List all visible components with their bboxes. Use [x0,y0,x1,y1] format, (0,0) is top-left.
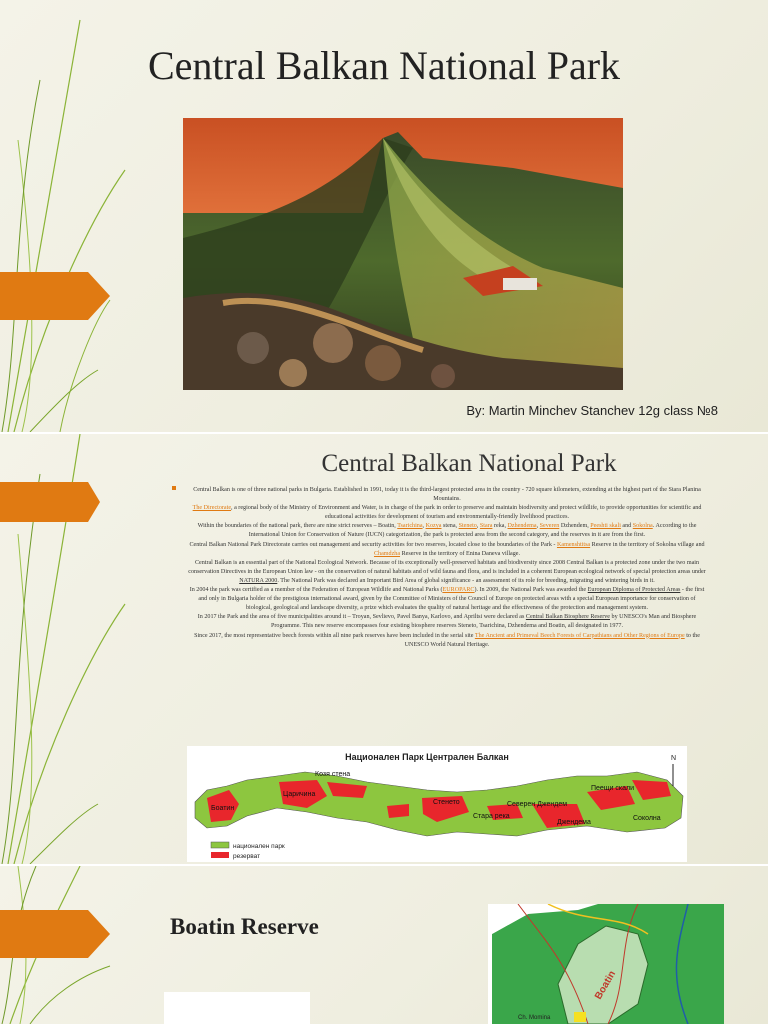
body-text-span: to the UNESCO World Natural Heritage. [404,632,700,648]
inline-link[interactable]: The Directorate [192,505,232,512]
map-label: Соколна [633,815,661,822]
blank-panel [164,992,310,1024]
map-title: Национален Парк Централен Балкан [345,752,509,762]
body-text-span: Central Balkan is an essential part of the National Ecological Network. Because of its exceptionally well-preserved habitats and biodiversity since 2008 Central Balkan is a protected zone under the two main conservation Directives in the European Union law - on the conservation of natural habitats and of wild fauna and flora, and is included in a coherent European ecological network of special protection areas under [188,559,706,575]
svg-text:резерват: резерват [233,853,261,860]
body-paragraph [188,504,706,522]
body-text [188,486,706,650]
map-label: Стенето [433,799,460,806]
body-text-span: ). In 2009, the National Park was awarded the [474,587,588,594]
inline-link[interactable]: Severen [539,523,560,530]
body-paragraph [188,632,706,650]
map-label: Пеещи скали [591,785,635,792]
slide-1 [0,0,768,432]
body-paragraph [188,541,706,559]
body-text-span: and [620,523,633,530]
slide-3 [0,866,768,1024]
body-text-span: , [422,523,426,530]
body-text-span: . According to the International Union for Conservation of Nature (IUCN) categorization, the park is protected area from the second category, and the reserves in it are from the first. [248,523,697,539]
body-text-span: In 2017 the Park and the area of five municipalities around it – Troyan, Sevlievo, Pavel Banya, Karlovo, and Apriltsi were declared as [197,614,526,621]
body-text-span: Within the boundaries of the national park, there are nine strict reserves – Boatin, [197,523,398,530]
svg-text:национален парк: национален парк [233,843,285,850]
bullet-marker [172,486,176,490]
body-text-span: - the first and only in Bulgaria holder of the prestigious international award, given by the Committee of Ministers of the Council of Europe on protected areas with a special European importance for conservation of biological, geological and landscape diversity, a prize which evaluates the quality of natural heritage and the effectiveness of the protection and management system. [198,587,705,612]
inline-link[interactable]: Kozya [425,523,442,530]
inline-link[interactable]: Chamdzha [373,550,401,557]
body-paragraph [188,613,706,631]
body-text-span: , a regional body of the Ministry of Environment and Water, is in charge of the park in order to preserve and maintain biodiversity and protect wildlife, to provide opportunities for scientific and educational activities for development of tourism and environmentally-friendly livelihood practices. [231,505,702,521]
inline-link[interactable]: The Ancient and Primeval Beech Forests of Carpathians and Other Regions of Europe [474,632,685,639]
body-text-span: , [536,523,540,530]
body-text-span: reka, [492,523,508,530]
inline-link[interactable]: Steneto [458,523,477,530]
inline-link[interactable]: Tsarichina [397,523,423,530]
inline-link[interactable]: European Diploma of Protected Areas [587,587,681,594]
slide-2 [0,434,768,864]
inline-link[interactable]: EUROPARC [442,587,475,594]
map-label: Северен Джендем [507,801,568,808]
inline-link[interactable]: Peeshti skali [590,523,621,530]
body-text-span: , [476,523,480,530]
map-label: Царичина [283,791,316,798]
body-text-span: . The National Park was declared an Important Bird Area of global significance - an assessment of its role for breeding, migrating and wintering birds in it. [277,577,655,584]
orange-tab [0,910,110,958]
north-arrow-label: N [671,755,677,762]
slide-title: Central Balkan National Park [147,43,621,88]
body-paragraph [188,586,706,613]
body-text-span: by UNESCO's Man and Biosphere Programme. This new reserve encompasses four existing biosphere reserves Steneto, Tsarichina, Dzhendema and Boatin, all designated in 1977. [270,614,697,630]
map-label: Стара река [473,813,510,820]
inline-link[interactable]: NATURA 2000 [239,577,278,584]
boatin-map [488,904,724,1024]
slide-title: Central Balkan National Park [321,450,617,477]
body-paragraph [188,486,706,504]
park-map [187,746,687,862]
mountain-photo [183,118,623,390]
slide-title: Boatin Reserve [170,914,319,939]
body-text-span: Reserve in the territory of Sokolna village and [590,541,705,548]
inline-link[interactable]: Kamenshtitsa [556,541,591,548]
body-text-span: Since 2017, the most representative beech forests within all nine park reserves have been included in the serial site [194,632,475,639]
body-paragraph [188,559,706,586]
body-text-span: Central Balkan National Park Directorate carries out management and security activities for two reserves, located close to the boundaries of the Park - [189,541,557,548]
inline-link[interactable]: Sokolna [632,523,653,530]
map-label: Козя стена [315,771,351,778]
map-label: Боатин [211,805,235,812]
body-paragraph [188,522,706,540]
author-byline: By: Martin Minchev Stanchev 12g class №8 [466,403,718,418]
body-text-span: Dzhendem, [559,523,591,530]
inline-link[interactable]: Stara [479,523,493,530]
inline-link[interactable]: Dzhendema [507,523,537,530]
orange-tab [0,272,110,320]
map-label: Джендема [557,819,591,826]
body-text-span: In 2004 the park was certified as a member of the Federation of European Wildlife and National Parks ( [189,587,443,594]
body-text-span: stena, [441,523,459,530]
orange-tab [0,478,110,526]
inline-link[interactable]: Central Balkan Biosphere Reserve [525,614,610,621]
map-label: Ch. Momina [518,1015,551,1021]
body-text-span: Reserve in the territory of Enina Daneva village. [400,550,521,557]
body-text-span: Central Balkan is one of three national parks in Bulgaria. Established in 1991, today it is the third-largest protected area in the country - 720 square kilometers, extending at the highest part of the Stara Planina Mountains. [193,487,701,503]
map-label: Boatin [593,969,619,1002]
